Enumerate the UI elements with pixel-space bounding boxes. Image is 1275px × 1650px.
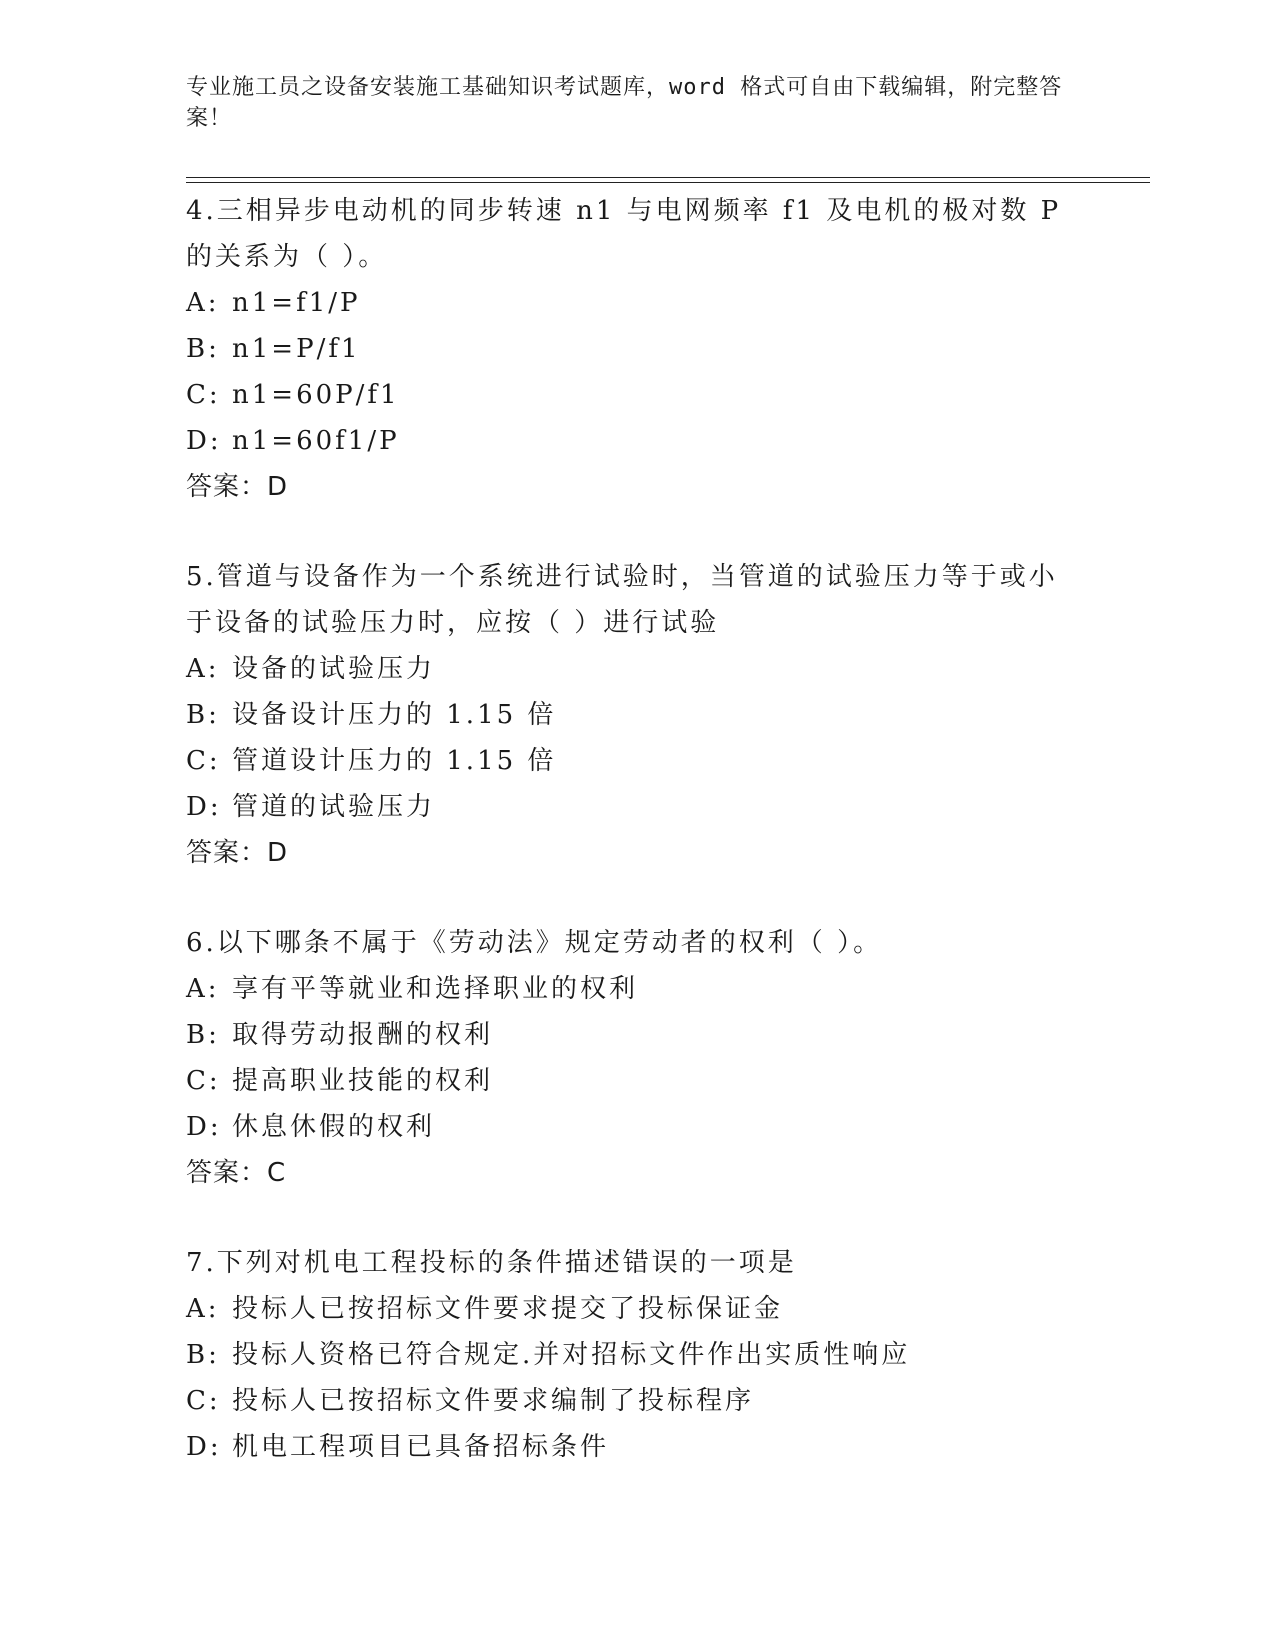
option-key: D: [186,1432,222,1462]
option-text: 休息休假的权利 [232,1112,436,1142]
option-key: D: [186,1112,222,1142]
option-d [186,1104,1086,1150]
question-stem: 6.以下哪条不属于《劳动法》规定劳动者的权利（ ）。 [186,928,883,958]
option-b [186,326,1086,372]
option-text: 设备设计压力的 1.15 倍 [232,700,557,730]
option-text: n1=60f1/P [232,426,400,456]
option-c [186,1378,1086,1424]
option-key: A: [186,288,220,318]
option-text: n1=f1/P [232,288,361,318]
option-d [186,1424,1086,1470]
spacer [186,1196,1086,1240]
question-item [186,554,1086,876]
option-b [186,1332,1086,1378]
option-text: 管道的试验压力 [232,792,436,822]
option-key: C: [186,380,221,410]
document-header: 专业施工员之设备安装施工基础知识考试题库，word 格式可自由下载编辑，附完整答案！ [186,75,1063,131]
answer-text: 答案：D [186,838,289,868]
option-text: 投标人资格已符合规定.并对招标文件作出实质性响应 [232,1340,911,1370]
option-text: 取得劳动报酬的权利 [232,1020,494,1050]
option-key: C: [186,1066,221,1096]
question-item [186,920,1086,1196]
question-stem: 4.三相异步电动机的同步转速 n1 与电网频率 f1 及电机的极对数 P 的关系为（ ）。 [186,196,1062,272]
option-key: C: [186,1386,221,1416]
header-divider-top [186,177,1150,178]
spacer [186,876,1086,920]
option-b [186,1012,1086,1058]
option-key: B: [186,700,220,730]
question-item [186,188,1086,510]
question-item [186,1240,1086,1470]
option-key: A: [186,974,220,1004]
option-a [186,646,1086,692]
option-a [186,280,1086,326]
answer-text: 答案：D [186,472,289,502]
option-d [186,418,1086,464]
question-list [186,188,1086,1470]
option-key: B: [186,1020,220,1050]
option-text: n1=60P/f1 [232,380,400,410]
answer-text: 答案：C [186,1158,287,1188]
option-text: 管道设计压力的 1.15 倍 [232,746,557,776]
option-d [186,784,1086,830]
option-key: B: [186,334,220,364]
spacer [186,510,1086,554]
option-c [186,1058,1086,1104]
option-key: B: [186,1340,220,1370]
option-key: C: [186,746,221,776]
option-text: 享有平等就业和选择职业的权利 [232,974,639,1004]
option-text: 机电工程项目已具备招标条件 [232,1432,610,1462]
option-text: 设备的试验压力 [232,654,436,684]
option-a [186,966,1086,1012]
option-key: D: [186,792,222,822]
option-key: D: [186,426,222,456]
option-text: 投标人已按招标文件要求编制了投标程序 [232,1386,755,1416]
option-b [186,692,1086,738]
header-divider-bottom [186,182,1150,183]
option-key: A: [186,1294,220,1324]
option-c [186,372,1086,418]
question-stem: 7.下列对机电工程投标的条件描述错误的一项是 [186,1248,797,1278]
option-text: n1=P/f1 [232,334,361,364]
question-stem: 5.管道与设备作为一个系统进行试验时，当管道的试验压力等于或小于设备的试验压力时，应按（ ）进行试验 [186,562,1058,638]
option-key: A: [186,654,220,684]
option-text: 投标人已按招标文件要求提交了投标保证金 [232,1294,784,1324]
option-text: 提高职业技能的权利 [232,1066,494,1096]
option-a [186,1286,1086,1332]
option-c [186,738,1086,784]
